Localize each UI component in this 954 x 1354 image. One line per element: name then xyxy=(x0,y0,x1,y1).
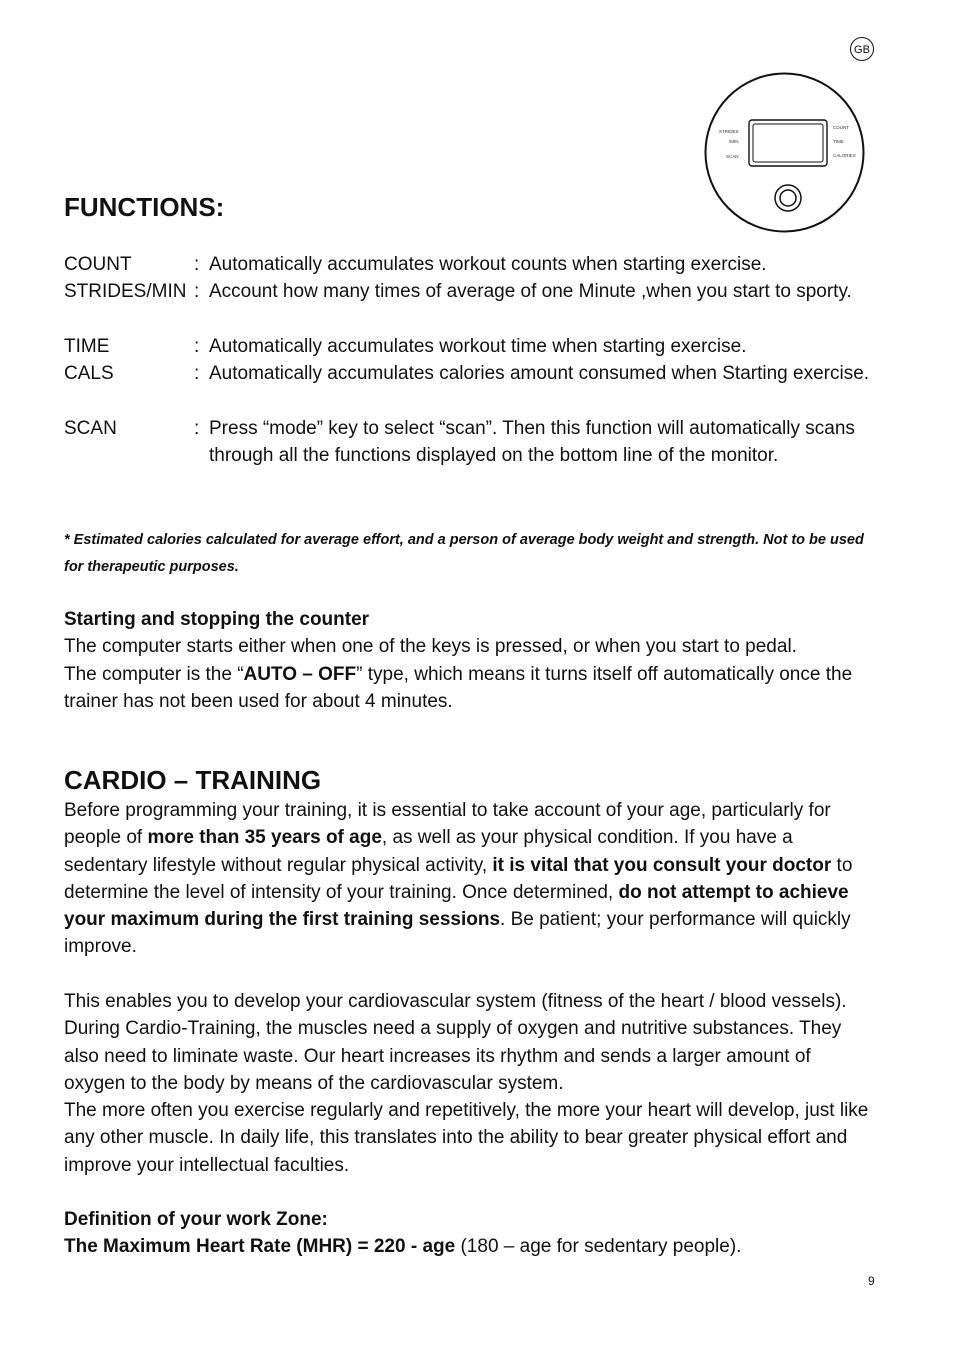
monitor-label-time: TIME xyxy=(833,139,844,144)
monitor-label-count: COUNT xyxy=(833,125,849,130)
function-name: SCAN xyxy=(64,418,117,439)
function-name: STRIDES/MIN xyxy=(64,281,187,302)
function-separator: : xyxy=(194,418,200,439)
function-separator: : xyxy=(194,281,200,302)
function-name: TIME xyxy=(64,336,110,357)
function-description: Automatically accumulates workout counts when starting exercise. xyxy=(209,254,767,275)
mhr-formula: The Maximum Heart Rate (MHR) = 220 - age (180 – age for sedentary people). xyxy=(64,1236,742,1258)
function-separator: : xyxy=(194,254,200,275)
function-name: CALS xyxy=(64,363,114,384)
work-zone-section xyxy=(64,1206,894,1261)
monitor-label-min: /MIN xyxy=(729,139,739,144)
language-badge: GB xyxy=(850,37,874,61)
work-zone-heading: Definition of your work Zone: xyxy=(64,1209,328,1230)
function-description: Press “mode” key to select “scan”. Then this function will automatically scans through all the functions displayed on the bottom line of the monitor. xyxy=(209,418,855,467)
auto-off-label: AUTO – OFF xyxy=(243,663,357,685)
counter-section xyxy=(64,606,894,715)
cardio-paragraph-1: Before programming your training, it is essential to take account of your age, particularly for people of more than 35 years of age, as well as your physical condition. If you have a sedentary lifestyle without regular physical activity, it is vital that you consult your doctor to determine the level of intensity of your training. Once determined, do not attempt to achieve your maximum during the first training sessions. Be patient; your performance will quickly improve. xyxy=(64,800,853,958)
function-description: Automatically accumulates calories amount consumed when Starting exercise. xyxy=(209,363,870,384)
page-number: 9 xyxy=(868,1274,875,1288)
functions-title: FUNCTIONS: xyxy=(64,192,225,222)
calories-disclaimer: * Estimated calories calculated for average effort, and a person of average body weight and strength. Not to be used for therapeutic purposes. xyxy=(64,532,864,575)
monitor-label-scan: SCAN xyxy=(726,154,739,159)
function-separator: : xyxy=(194,336,200,357)
monitor-label-strides: STRIDES xyxy=(719,129,739,134)
function-separator: : xyxy=(194,363,200,384)
function-description: Account how many times of average of one Minute ,when you start to sporty. xyxy=(209,281,852,302)
counter-line-2: The computer is the “AUTO – OFF” type, which means it turns itself off automatically once the trainer has not been used for about 4 minutes. xyxy=(64,663,853,712)
counter-line-1: The computer starts either when one of the keys is pressed, or when you start to pedal. xyxy=(64,636,797,658)
monitor-label-calories: CALORIES xyxy=(833,153,856,158)
cardio-paragraph-2: This enables you to develop your cardiovascular system (fitness of the heart / blood vessels). During Cardio-Training, the muscles need a supply of oxygen and nutritive substances. They also need to liminate waste. Our heart increases its rhythm and sends a larger amount of oxygen to the body by means of the cardiovascular system. The more often you exercise regularly and repetitively, the more your heart will develop, just like any other muscle. In daily life, this translates into the ability to bear greater physical effort and improve your intellectual faculties. xyxy=(64,988,876,1179)
counter-heading: Starting and stopping the counter xyxy=(64,609,370,630)
function-description: Automatically accumulates workout time when starting exercise. xyxy=(209,336,747,357)
monitor-illustration xyxy=(702,70,867,235)
function-name: COUNT xyxy=(64,254,132,275)
cardio-title: CARDIO – TRAINING xyxy=(64,765,322,795)
cardio-paragraph-3: The more often you exercise regularly and repetitively, the more your heart will develop, just like any other muscle. In daily life, this translates into the ability to bear greater physical effort and improve your intellectual faculties. xyxy=(64,1100,869,1176)
